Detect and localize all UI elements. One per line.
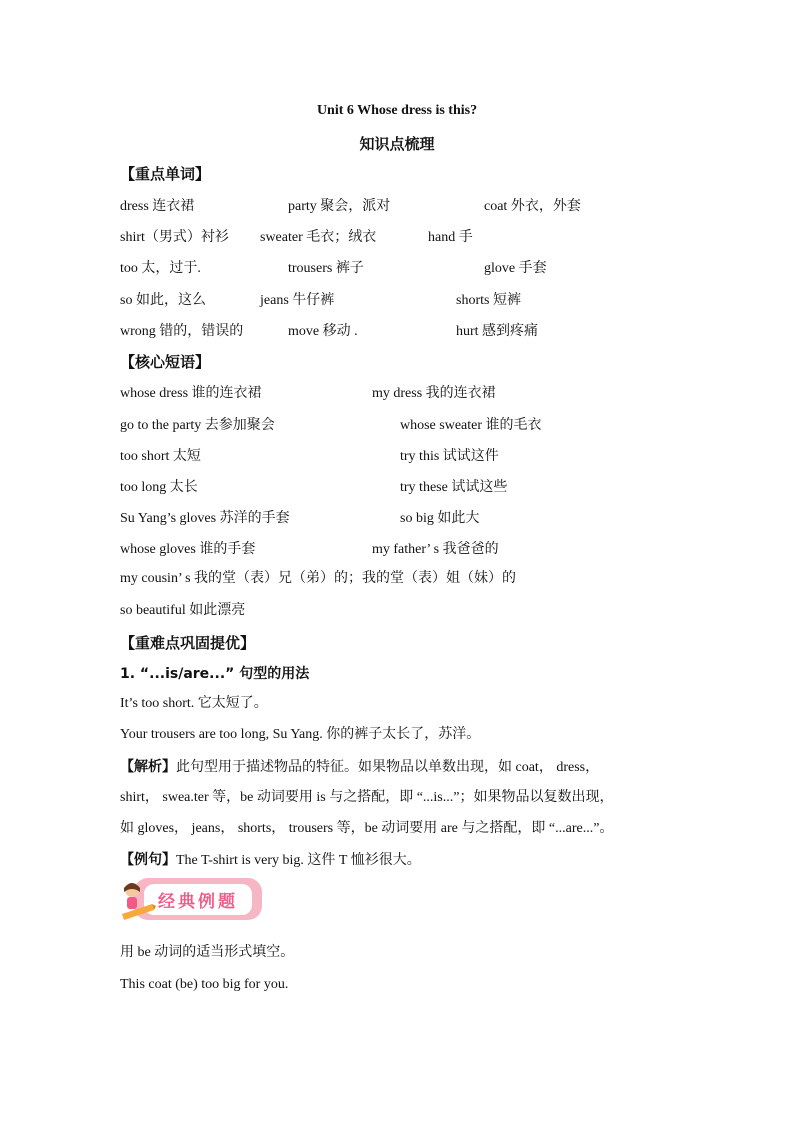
word-item: coat 外衣，外套 [484,199,581,214]
analysis-line: 如 gloves， jeans， shorts， trousers 等，be 动词要用 are 与之搭配，即 “...are...”。 [120,821,614,836]
phrase-item: whose sweater 谁的毛衣 [400,418,542,433]
phrase-item: go to the party 去参加聚会 [120,418,275,433]
word-item: glove 手套 [484,261,547,276]
badge-label: 经典例题 [144,884,252,915]
example-sentence: It’s too short. 它太短了。 [120,696,268,711]
example-sentence: Your trousers are too long, Su Yang. 你的裤子太长了，苏洋。 [120,727,481,742]
word-item: so 如此，这么 [120,293,206,308]
page-title: Unit 6 Whose dress is this? [316,103,478,118]
word-item: hurt 感到疼痛 [456,324,539,339]
example-line [120,850,421,871]
analysis-line [120,757,599,778]
page-subtitle: 知识点梳理 [359,135,435,153]
phrase-item: try this 试试这件 [400,449,499,464]
word-item: move 移动 . [288,324,358,339]
analysis-label: 【解析】 [120,759,176,775]
word-item: hand 手 [428,230,473,245]
word-item: trousers 裤子 [288,261,364,276]
word-item: party 聚会，派对 [288,199,391,214]
word-item: jeans 牛仔裤 [260,293,335,308]
phrase-item: too short 太短 [120,449,201,464]
point-title: 1. “...is/are...” 句型的用法 [120,666,310,682]
phrase-item: so big 如此大 [400,511,480,526]
analysis-text: 此句型用于描述物品的特征。如果物品以单数出现，如 coat， dress， [176,760,600,775]
classic-example-badge [118,876,268,926]
word-item: dress 连衣裙 [120,199,195,214]
phrase-item: whose dress 谁的连衣裙 [120,386,262,401]
section-heading-phrases: 【核心短语】 [120,353,211,371]
phrase-item: too long 太长 [120,480,198,495]
phrase-item: my dress 我的连衣裙 [372,386,496,401]
example-label: 【例句】 [120,852,176,868]
section-heading-words: 【重点单词】 [120,165,211,183]
exercise-question: This coat (be) too big for you. [120,977,289,992]
phrase-item: my cousin’ s 我的堂（表）兄（弟）的；我的堂（表）姐（妹）的 [120,571,517,586]
phrase-item: whose gloves 谁的手套 [120,542,256,557]
girl-pencil-icon [118,878,156,928]
phrase-item: try these 试试这些 [400,480,508,495]
analysis-line: shirt， swea.ter 等，be 动词要用 is 与之搭配，即 “...is...”；如果物品以复数出现， [120,790,614,805]
word-item: shirt（男式）衬衫 [120,230,229,245]
word-item: shorts 短裤 [456,293,521,308]
word-item: sweater 毛衣；绒衣 [260,230,377,245]
section-heading-points: 【重难点巩固提优】 [120,634,256,652]
word-item: wrong 错的，错误的 [120,324,244,339]
phrase-item: Su Yang’s gloves 苏洋的手套 [120,511,290,526]
example-text: The T-shirt is very big. 这件 T 恤衫很大。 [176,853,421,868]
phrase-item: so beautiful 如此漂亮 [120,603,246,618]
phrase-item: my father’ s 我爸爸的 [372,542,499,557]
exercise-instruction: 用 be 动词的适当形式填空。 [120,945,295,960]
word-item: too 太，过于. [120,261,201,276]
